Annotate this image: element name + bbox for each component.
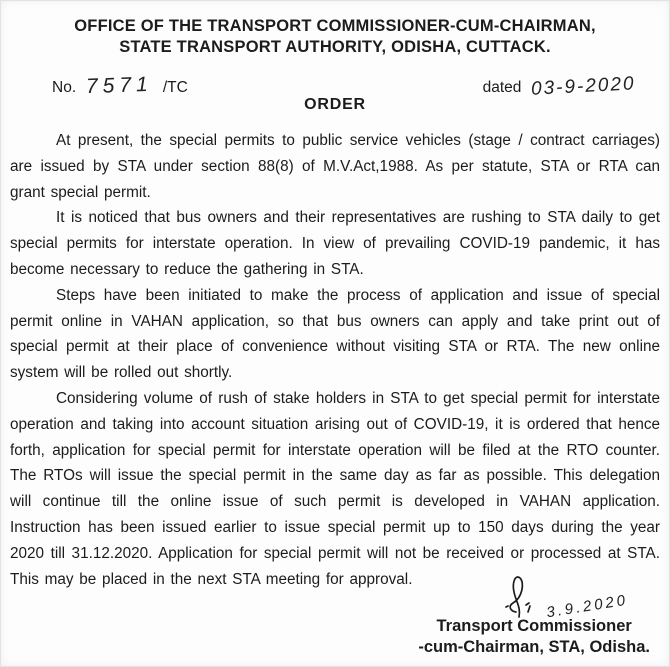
body-paragraph-1: At present, the special permits to public service vehicles (stage / contract carriages) are issued by STA under section 88(8) of M.V.Act,1988. As per statute, STA or RTA can grant special permit. [10,132,660,201]
signature-date-handwritten: 3.9.2020 [545,591,630,622]
dated-label: dated [482,79,522,96]
reference-row [0,58,670,98]
body-paragraph-4: Considering volume of rush of stake holders in STA to get special permit for interstate operation and taking into account situation arising out of COVID-19, it is ordered that hence forth, application for special permit for interstate operation will be filed at the RTO counter. The RTOs will issue the special permit in the same day as far as possible. This delegation will continue till the online issue of such permit is developed in VAHAN application. Instruction has been issued earlier to issue special permit up to 150 days during the year 2020 till 31.12.2020. Application for special permit will not be received or processed at STA. This may be placed in the next STA meeting for approval. [10,389,660,588]
body-paragraph-3: Steps have been initiated to make the process of application and issue of special permit online in VAHAN application, so that bus owners can apply and take print out of special permit at their place of convenience without visiting STA or RTA. The new online system will be rolled out shortly. [10,286,660,382]
ref-no-value-handwritten: 7571 [85,72,154,99]
ref-no-suffix: /TC [162,79,188,96]
signatory-designation [418,616,650,657]
signature-area [418,576,650,620]
order-title: ORDER [304,96,366,113]
signatory-title-line2: -cum-Chairman, STA, Odisha. [418,637,650,656]
letterhead [0,16,670,58]
office-header-line2: STATE TRANSPORT AUTHORITY, ODISHA, CUTTACK. [119,38,551,56]
order-body [0,114,670,592]
ref-no-label: No. [52,79,77,96]
dated-value-handwritten: 03-9-2020 [530,73,637,100]
office-header-line1: OFFICE OF THE TRANSPORT COMMISSIONER-CUM-CHAIRMAN, [74,17,596,35]
signature-block [418,576,650,657]
body-paragraph-2: It is noticed that bus owners and their representatives are rushing to STA daily to get special permits for interstate operation. In view of prevailing COVID-19 pandemic, it has become necessary to reduce the gathering in STA. [10,209,660,278]
signatory-title-line1: Transport Commissioner [436,617,632,635]
reference-number [52,74,188,98]
reference-date [482,73,637,100]
